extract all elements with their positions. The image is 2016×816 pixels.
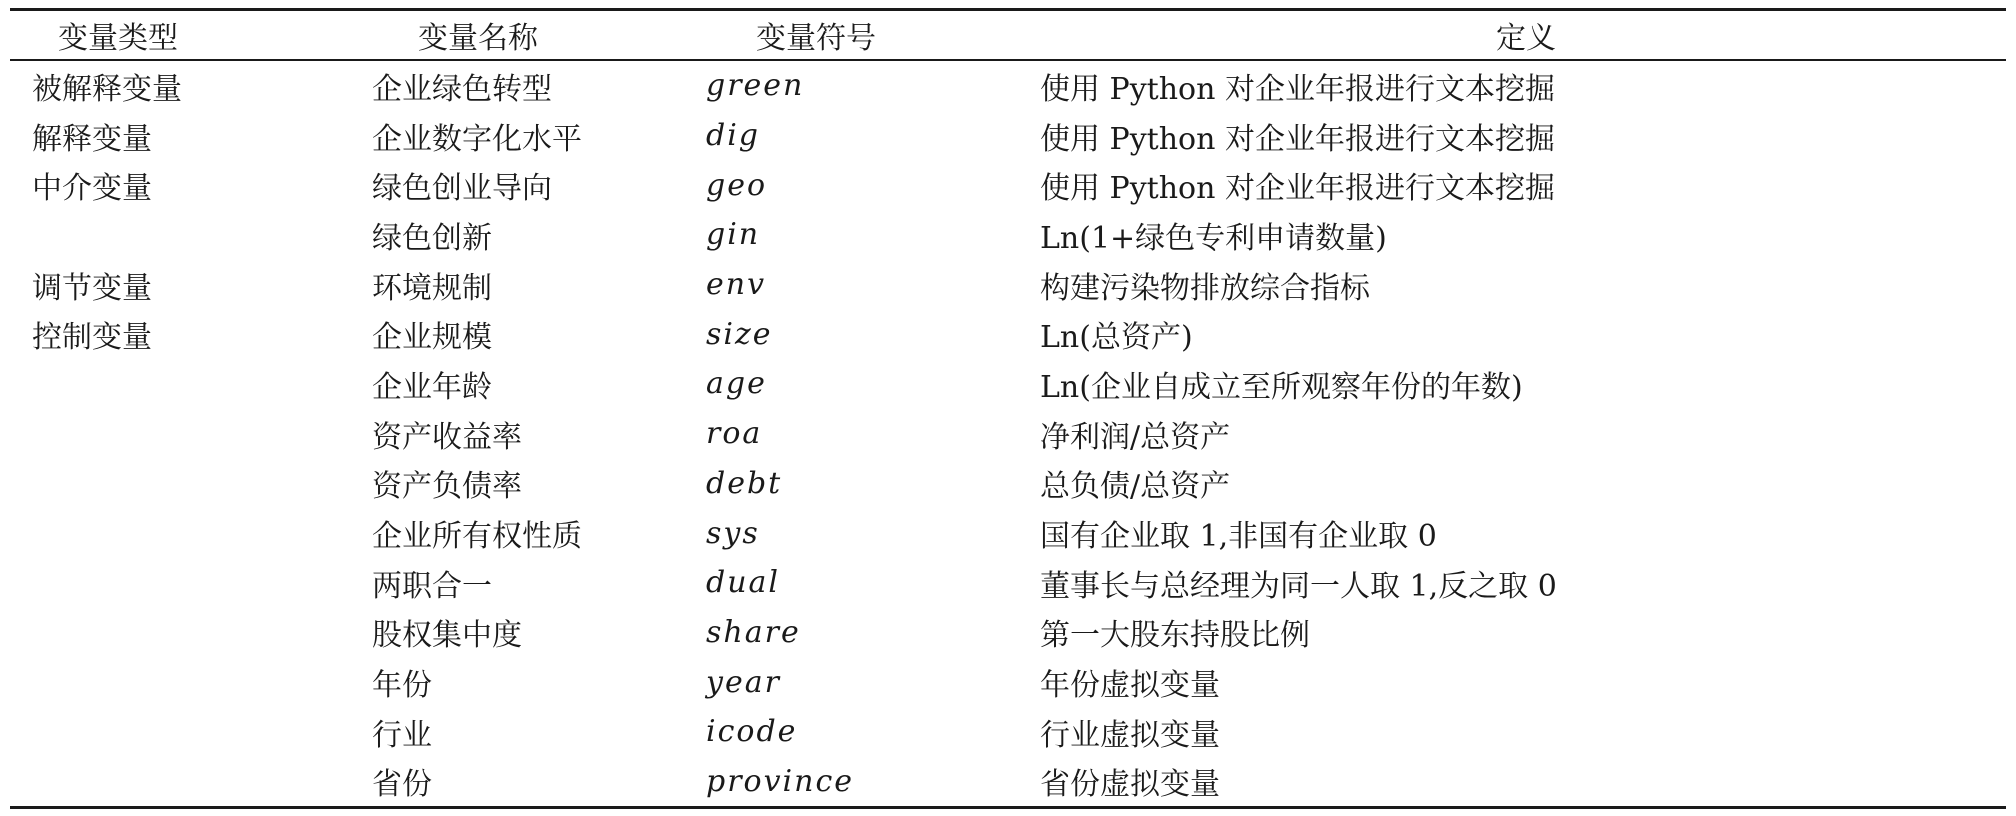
cell-definition: Ln(总资产) (1040, 320, 1193, 356)
cell-variable-name: 企业所有权性质 (372, 519, 582, 555)
cell-variable-symbol: sys (706, 515, 760, 551)
header-variable-symbol: 变量符号 (756, 21, 876, 56)
table-row (10, 160, 2006, 210)
cell-variable-type (10, 508, 366, 558)
header-definition: 定义 (1496, 21, 1556, 56)
cell-definition: 第一大股东持股比例 (1040, 618, 1310, 654)
table-row (10, 459, 2006, 509)
cell-variable-symbol: dual (706, 565, 781, 601)
cell-definition: 使用 Python 对企业年报进行文本挖掘 (1040, 171, 1555, 207)
table-row (10, 359, 2006, 409)
variable-definition-table (10, 8, 2006, 809)
cell-variable-symbol: green (706, 68, 805, 104)
cell-variable-type (10, 409, 366, 459)
table-row (10, 707, 2006, 757)
cell-definition: 董事长与总经理为同一人取 1,反之取 0 (1040, 568, 1557, 604)
cell-variable-name: 行业 (372, 717, 432, 753)
cell-variable-type (10, 608, 366, 658)
table-row (10, 657, 2006, 707)
cell-variable-type: 控制变量 (32, 320, 152, 356)
cell-variable-name: 企业绿色转型 (372, 71, 552, 107)
cell-variable-type (10, 707, 366, 757)
cell-definition: 使用 Python 对企业年报进行文本挖掘 (1040, 71, 1555, 107)
cell-definition: 净利润/总资产 (1040, 419, 1231, 455)
cell-definition: Ln(1+绿色专利申请数量) (1040, 220, 1387, 256)
header-variable-type: 变量类型 (58, 21, 178, 56)
cell-variable-name: 年份 (372, 668, 432, 704)
table-body (10, 60, 2006, 808)
cell-variable-type: 中介变量 (32, 171, 152, 207)
cell-variable-type: 被解释变量 (32, 71, 182, 107)
header-row (10, 10, 2006, 61)
cell-variable-symbol: gin (706, 217, 761, 253)
cell-variable-name: 绿色创业导向 (372, 171, 552, 207)
cell-definition: 构建污染物排放综合指标 (1040, 270, 1370, 306)
cell-variable-symbol: icode (706, 714, 798, 750)
cell-variable-type (10, 459, 366, 509)
cell-variable-type: 调节变量 (32, 270, 152, 306)
cell-variable-name: 企业年龄 (372, 369, 492, 405)
table-row (10, 409, 2006, 459)
table-row (10, 210, 2006, 260)
table-row (10, 757, 2006, 808)
cell-variable-name: 两职合一 (372, 568, 492, 604)
cell-variable-symbol: year (706, 664, 781, 700)
cell-variable-name: 企业数字化水平 (372, 121, 582, 157)
cell-variable-type (10, 558, 366, 608)
cell-definition: 年份虚拟变量 (1040, 668, 1220, 704)
cell-variable-name: 资产收益率 (372, 419, 522, 455)
cell-definition: 行业虚拟变量 (1040, 717, 1220, 753)
cell-definition: 国有企业取 1,非国有企业取 0 (1040, 519, 1437, 555)
cell-definition: 总负债/总资产 (1040, 469, 1231, 505)
cell-variable-name: 企业规模 (372, 320, 492, 356)
table-row (10, 558, 2006, 608)
table-row (10, 309, 2006, 359)
table-row (10, 60, 2006, 111)
cell-variable-type (10, 757, 366, 808)
cell-variable-name: 资产负债率 (372, 469, 522, 505)
cell-variable-name: 环境规制 (372, 270, 492, 306)
header-variable-name: 变量名称 (418, 21, 538, 56)
cell-variable-name: 绿色创新 (372, 220, 492, 256)
cell-variable-symbol: env (706, 267, 767, 303)
cell-variable-symbol: size (706, 316, 773, 352)
cell-variable-type (10, 657, 366, 707)
cell-variable-symbol: debt (706, 465, 783, 501)
cell-definition: 使用 Python 对企业年报进行文本挖掘 (1040, 121, 1555, 157)
table-row (10, 260, 2006, 310)
cell-variable-symbol: dig (706, 118, 761, 154)
cell-definition: 省份虚拟变量 (1040, 767, 1220, 803)
cell-variable-symbol: age (706, 366, 767, 402)
cell-variable-type (10, 210, 366, 260)
cell-variable-symbol: geo (706, 167, 768, 203)
cell-variable-type: 解释变量 (32, 121, 152, 157)
cell-variable-name: 股权集中度 (372, 618, 522, 654)
cell-variable-name: 省份 (372, 767, 432, 803)
cell-variable-symbol: roa (706, 416, 763, 452)
table-row (10, 608, 2006, 658)
cell-variable-type (10, 359, 366, 409)
cell-variable-symbol: share (706, 614, 801, 650)
table-row (10, 111, 2006, 161)
table-header (10, 10, 2006, 61)
cell-variable-symbol: province (706, 763, 855, 799)
cell-definition: Ln(企业自成立至所观察年份的年数) (1040, 369, 1523, 405)
table-row (10, 508, 2006, 558)
